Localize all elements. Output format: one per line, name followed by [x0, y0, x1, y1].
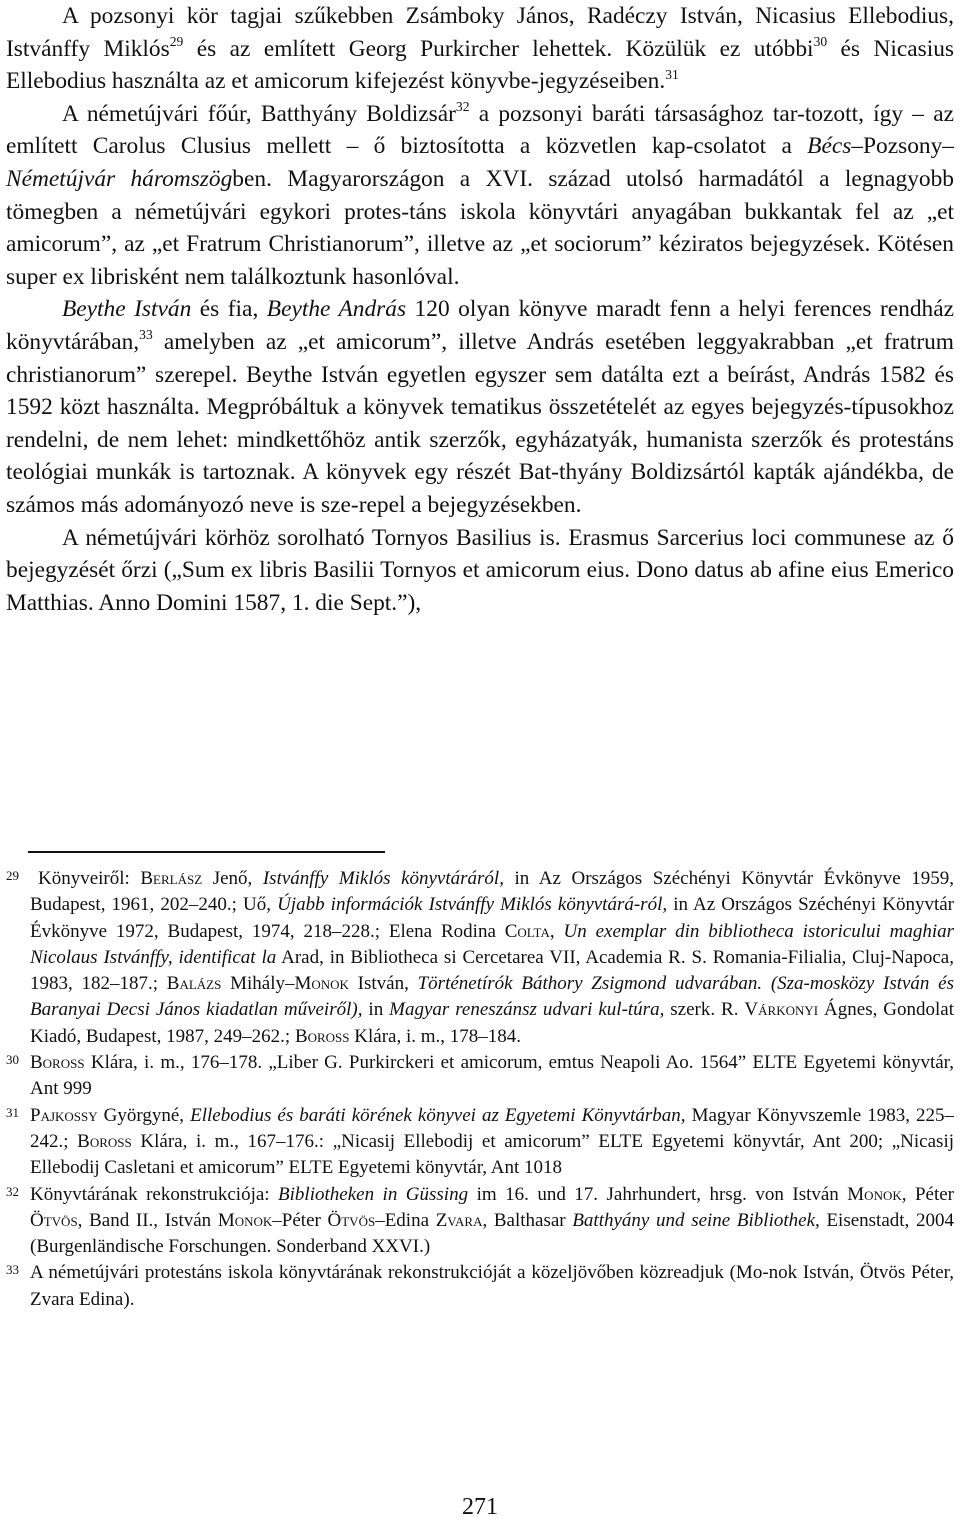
footnote-ref: 30 — [813, 34, 828, 50]
text-run: Klára, i. m., 176–178. „Liber G. Purkirckeri et amicorum, emtus Neapoli Ao. 1564” ELTE Egyetemi könyvtár, Ant 999 — [30, 1052, 954, 1100]
text-run: amelyben az „et amicorum”, illetve András esetében leggyakrabban „et fratrum christianorum” szerepel. Beythe István egyetlen egyszer sem datálta ezt a beírást, András 1582 és 1592 közt használta. Megpróbáltuk a könyvek tematikus összetételét az egyes bejegyzés-típusokhoz rendelni, de nem lehet: mindkettőhöz antik szerzők, egyházatyák, humanista szerzők és protestáns teológiai munkák is tartoznak. A könyvek egy részét Bat-thyány Boldizsártól kapták ajándékba, de számos más adományozó neve is sze-repel a bejegyzésekben. — [6, 328, 954, 518]
author-surname: Ötvös — [30, 1209, 78, 1231]
text-run: A németújvári protestáns iskola könyvtárának rekonstrukcióját a közeljövőben közreadjuk (Mo-nok István, Ötvös Péter, Zvara Edina). — [30, 1262, 954, 1310]
author-surname: Balázs — [166, 973, 222, 995]
author-surname: Monok — [847, 1183, 902, 1205]
italic-text: Un exemplar din bibliotheca istoricului maghiar Nicolaus Istvánffy, identificat la — [30, 920, 955, 968]
text-run: Magyar Könyvszemle 1983, 225–242.; — [30, 1104, 955, 1152]
text-run: Klára, i. m., 167–176.: „Nicasij Ellebodij et amicorum” ELTE Egyetemi könyvtár, Ant 200; „Nicasij Ellebodij Casletani et amicorum” ELTE Egyetemi könyvtár, Ant 1018 — [30, 1130, 955, 1179]
text-run: Mihály– — [221, 973, 295, 995]
paragraph-3 — [6, 293, 954, 521]
footnote-29 — [6, 866, 954, 1050]
author-surname: Ötvös — [327, 1209, 376, 1231]
body-text — [6, 0, 954, 619]
text-run: in Az Országos Széchényi Könyvtár Évkönyve 1972, Budapest, 1974, 218–228.; Elena Rodina — [30, 894, 954, 942]
text-run: a pozsonyi baráti társasághoz tar-tozott, így – az említett Carolus Clusius mellett – ő biztosította a közvetlen kap-csolatot a — [6, 100, 954, 160]
italic-text: Németújvár háromszög — [6, 165, 233, 192]
text-run: Györgyné, — [97, 1104, 191, 1126]
footnote-30 — [6, 1050, 954, 1103]
italic-text: Újabb információk Istvánffy Miklós könyvtárá-ról, — [277, 894, 668, 916]
author-surname: Boross — [294, 1025, 350, 1047]
footnote-ref: 29 — [169, 34, 184, 50]
text-run: Ágnes, Gondolat Kiadó, Budapest, 1987, 249–262.; — [30, 999, 954, 1047]
text-run: Klára, i. m., 178–184. — [349, 1025, 522, 1047]
footnote-separator — [28, 851, 385, 853]
text-run: Jenő, — [202, 868, 263, 889]
text-run: Könyveiről: — [38, 868, 141, 889]
text-run: –Edina — [375, 1209, 436, 1231]
author-surname: Monok — [217, 1209, 273, 1231]
footnote-number: 33 — [6, 1262, 19, 1278]
text-run: Pozsony– — [863, 133, 954, 160]
text-run: , Péter — [901, 1183, 954, 1205]
text-run: , — [549, 920, 564, 942]
text-run: és Nicasius Ellebodius használta az et amicorum kifejezést könyvbe-jegyzéseiben. — [6, 35, 955, 95]
footnote-number: 29 — [6, 868, 19, 883]
italic-text: Történetírók Báthory Zsigmond udvarában. (Sza-mosközy István és Baranyai Decsi János kiadatlan műveiről), — [30, 973, 955, 1021]
text-run: , Balthasar — [482, 1209, 573, 1231]
author-surname: Boross — [77, 1130, 132, 1152]
footnote-31 — [6, 1103, 954, 1182]
page-number: 271 — [462, 1494, 498, 1520]
text-run: –Péter — [272, 1209, 328, 1231]
text-run: im 16. und 17. Jahrhundert, hrsg. von István — [468, 1183, 848, 1205]
text-run: A pozsonyi kör tagjai szűkebben Zsámboky János, Radéczy István, Nicasius Ellebodius, Istvánffy Miklós — [6, 3, 954, 62]
text-run: A németújvári főúr, Batthyány Boldizsár — [62, 100, 456, 127]
paragraph-4 — [6, 522, 954, 620]
italic-text: Beythe István — [62, 296, 192, 323]
paragraph-1 — [6, 0, 954, 98]
author-surname: Várkonyi — [744, 999, 819, 1021]
author-surname: Berlász — [140, 868, 203, 889]
text-run: és az említett Georg Purkircher lehettek. Közülük ez utóbbi — [183, 35, 814, 62]
italic-text: Istvánffy Miklós könyvtáráról, — [262, 868, 504, 889]
italic-text: Bibliotheken in Güssing — [278, 1183, 469, 1205]
text-run: A németújvári körhöz sorolható Tornyos Basilius is. Erasmus Sarcerius loci communese az ő bejegyzését őrzi („Sum ex libris Basilii Tornyos et amicorum eius. Dono datus ab afine eius Emerico Matthias. Anno Domini 1587, 1. die Sept.”), — [6, 524, 954, 616]
footnote-number: 31 — [6, 1104, 19, 1120]
text-run: szerk. R. — [664, 999, 745, 1021]
footnote-number: 30 — [6, 1052, 19, 1068]
footnote-ref: 32 — [455, 99, 470, 115]
author-surname: Zvara — [435, 1209, 483, 1231]
paragraph-2 — [6, 98, 954, 294]
text-run: , Band II., István — [77, 1209, 218, 1231]
author-surname: Pajkossy — [30, 1104, 98, 1126]
footnote-33 — [6, 1260, 954, 1313]
footnote-32 — [6, 1182, 954, 1261]
author-surname: Boross — [30, 1052, 85, 1074]
text-run: ben. Magyarországon a XVI. század utolsó harmadától a legnagyobb tömegben a németújvári egykori protes-táns iskola könyvtári anyagában bukkantak fel az „et amicorum”, az „et Fratrum Christianorum”, illetve az „et sociorum” kéziratos bejegyzések. Kötésen super ex librisként nem találkoztunk hasonlóval. — [6, 165, 954, 290]
author-surname: Colta — [504, 920, 550, 942]
italic-text: Beythe András — [266, 296, 407, 323]
italic-text: Bécs– — [807, 133, 864, 160]
author-surname: Monok — [294, 973, 349, 995]
text-run: Könyvtárának rekonstrukciója: — [30, 1183, 279, 1205]
footnotes — [6, 862, 954, 1313]
footnote-ref: 33 — [139, 327, 153, 343]
text-run: és fia, — [191, 296, 267, 323]
text-run: Arad, in Bibliotheca si Cercetarea VII, Academia R. S. Romania-Filialia, Cluj-Napoca, 1983, 182–187.; — [30, 946, 954, 995]
italic-text: Ellebodius és baráti körének könyvei az Egyetemi Könyvtárban, — [190, 1104, 686, 1126]
italic-text: Magyar reneszánsz udvari kul-túra, — [389, 999, 665, 1021]
text-run: in — [362, 999, 390, 1021]
italic-text: Batthyány und seine Bibliothek, — [572, 1209, 820, 1231]
text-run: 120 olyan könyve maradt fenn a helyi ferences rendház könyvtárában, — [6, 296, 954, 355]
text-run: Eisenstadt, 2004 (Burgenländische Forschungen. Sonderband XXVI.) — [30, 1209, 954, 1258]
footnote-number: 32 — [6, 1183, 19, 1199]
footnote-ref: 31 — [665, 66, 679, 82]
text-run: István, — [348, 973, 418, 995]
text-run: in Az Országos Széchényi Könyvtár Évkönyve 1959, Budapest, 1961, 202–240.; Uő, — [30, 868, 955, 916]
